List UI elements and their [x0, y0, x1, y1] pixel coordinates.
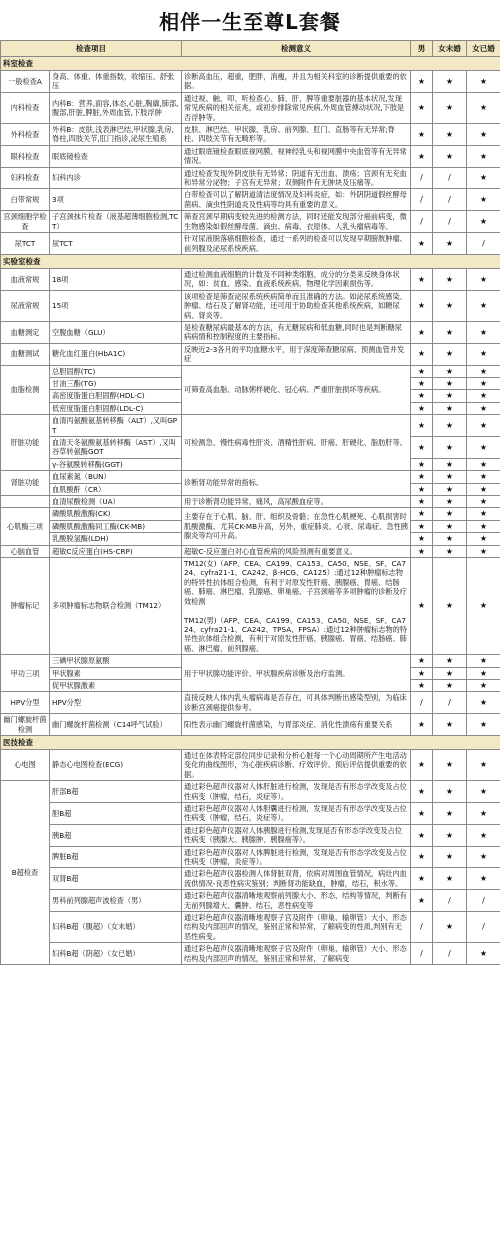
unmarried-mark: / — [433, 692, 467, 714]
meaning-cell: 白带检查可以了解阴道清洁度情况及妇科炎症，如：外阴阴道假丝酵母菌病、滴虫性阴道炎及性病等均具有重要的意义。 — [182, 189, 411, 211]
meaning-cell: 筛查宫颈早期病变较先进的检测方法，同时还能发现部分癌前病变，微生物感染如假丝酵母菌、滴虫、病毒、衣原体、人乳头瘤病毒等。 — [182, 211, 411, 233]
meaning-cell: 通过视、触、叩、听检查心、肺、肝、脾等重要脏器的基本状况,发现常见疾病的相关征兆，或初步排除常见疾病,外周血管搏动状况,下肢是否浮肿等。 — [182, 92, 411, 123]
male-mark: ★ — [411, 145, 433, 167]
item-cell: 促甲状腺激素 — [50, 679, 182, 691]
item-cell: 胰B超 — [50, 824, 182, 846]
category-cell: 尿液常规 — [1, 290, 50, 321]
item-cell: 糖化血红蛋白(HbA1C) — [50, 343, 182, 365]
category-cell: 心脑血管 — [1, 545, 50, 557]
male-mark: / — [411, 189, 433, 211]
item-cell: 磷酸肌酸激酶同工酶(CK-MB) — [50, 520, 182, 532]
meaning-cell: 通过检查发现外阴皮肤有无异常；阴道有无出血、溃疡；宫颈有无充血和异常分泌物；子宫有无异常；双侧附件有无肿块及压痛等。 — [182, 167, 411, 189]
male-mark: ★ — [411, 377, 433, 389]
category-cell: B超检查 — [1, 781, 50, 965]
table-row — [1, 268, 500, 290]
item-cell: 肝部B超 — [50, 781, 182, 803]
unmarried-mark: / — [433, 211, 467, 233]
item-cell: 低密度脂蛋白胆固醇(LDL-C) — [50, 402, 182, 414]
header-married: 女已婚 — [467, 41, 500, 57]
male-mark: ★ — [411, 781, 433, 803]
meaning-cell: 针对尿液脱落癌细胞检查，通过一系列的检查可以发现早期膀胱肿瘤、前列腺及泌尿系统疾病。 — [182, 233, 411, 255]
meaning-cell: 通过在体表特定部位同步记录和分析心脏每一个心动周期所产生电活动变化的曲线图形，为心脏疾病诊断、疗效评价、预后评估提供重要的依据。 — [182, 749, 411, 780]
male-mark: / — [411, 211, 433, 233]
item-cell: 静态心电图检查(ECG) — [50, 749, 182, 780]
item-cell: 妇科B超（腹超）（女未婚） — [50, 912, 182, 943]
item-cell: 高密度脂蛋白胆固醇(HDL-C) — [50, 390, 182, 402]
male-mark: ★ — [411, 667, 433, 679]
unmarried-mark: ★ — [433, 377, 467, 389]
married-mark: ★ — [467, 508, 500, 520]
male-mark: ★ — [411, 890, 433, 912]
unmarried-mark: ★ — [433, 912, 467, 943]
male-mark: ★ — [411, 321, 433, 343]
category-cell: 血液常规 — [1, 268, 50, 290]
item-cell: 脾脏B超 — [50, 846, 182, 868]
meaning-cell: 用于诊断肾功能异常，痛风，高尿酸血症等。 — [182, 496, 411, 508]
table-row — [1, 545, 500, 557]
male-mark: ★ — [411, 520, 433, 532]
married-mark: / — [467, 890, 500, 912]
married-mark: ★ — [467, 471, 500, 483]
category-cell: 心肌酶三项 — [1, 508, 50, 545]
married-mark: ★ — [467, 868, 500, 890]
table-row — [1, 868, 500, 890]
married-mark: ★ — [467, 483, 500, 495]
unmarried-mark: ★ — [433, 471, 467, 483]
male-mark: ★ — [411, 458, 433, 470]
item-cell: 双肾B超 — [50, 868, 182, 890]
unmarried-mark: ★ — [433, 290, 467, 321]
married-mark: ★ — [467, 824, 500, 846]
meaning-cell: 通过彩色超声仪器对人体肝脏进行检测，发现是否有形态学改变及占位性病变（肿瘤，结石，炎症等）。 — [182, 781, 411, 803]
married-mark: ★ — [467, 365, 500, 377]
married-mark: ★ — [467, 321, 500, 343]
item-cell: 空腹血糖（GLU） — [50, 321, 182, 343]
unmarried-mark: ★ — [433, 343, 467, 365]
table-row — [1, 124, 500, 146]
male-mark: ★ — [411, 824, 433, 846]
category-cell: 血脂检测 — [1, 365, 50, 415]
male-mark: ★ — [411, 803, 433, 825]
unmarried-mark: ★ — [433, 846, 467, 868]
item-cell: 血清尿酸检测（UA） — [50, 496, 182, 508]
table-row — [1, 233, 500, 255]
married-mark: ★ — [467, 124, 500, 146]
header-meaning: 检测意义 — [182, 41, 411, 57]
table-row — [1, 167, 500, 189]
male-mark: ★ — [411, 545, 433, 557]
item-cell: 超敏C反应蛋白(HS-CRP) — [50, 545, 182, 557]
table-header-row — [1, 41, 500, 57]
category-cell: 心电图 — [1, 749, 50, 780]
table-row — [1, 692, 500, 714]
married-mark: / — [467, 912, 500, 943]
married-mark: ★ — [467, 415, 500, 437]
section-header-row — [1, 735, 500, 749]
meaning-cell: 通过彩色超声仪器清晰地观察子宫及附件（卵巢、输卵管）大小、形态结构及内部回声的情况，鉴别正常和异常，了解病变 — [182, 943, 411, 965]
meaning-cell: 该项检查是筛查泌尿系统疾病简单而且准确的方法。如泌尿系统感染、肿瘤、结石及了解肾功能，还可用于协助检查其他系统疾病，如糖尿病、肾炎等。 — [182, 290, 411, 321]
table-row — [1, 846, 500, 868]
item-cell: 血尿素氮（BUN） — [50, 471, 182, 483]
married-mark: ★ — [467, 943, 500, 965]
item-cell: 妇科B超（阴超）（女已婚） — [50, 943, 182, 965]
male-mark: ★ — [411, 868, 433, 890]
married-mark: ★ — [467, 390, 500, 402]
male-mark: ★ — [411, 268, 433, 290]
male-mark: ★ — [411, 655, 433, 667]
table-row — [1, 496, 500, 508]
married-mark: ★ — [467, 189, 500, 211]
married-mark: ★ — [467, 343, 500, 365]
male-mark: ★ — [411, 483, 433, 495]
item-cell: 妇科内诊 — [50, 167, 182, 189]
table-row — [1, 71, 500, 93]
meaning-cell: 超敏C-反应蛋白对心血管疾病的风险预测有重要意义。 — [182, 545, 411, 557]
unmarried-mark: ★ — [433, 714, 467, 736]
table-row — [1, 912, 500, 943]
meaning-cell: 通过彩色超声仪器清晰地观察子宫及附件（卵巢、输卵管）大小、形态结构及内部回声的情况，鉴别正常和异常，了解病变的性质,判别有无恶性病变。 — [182, 912, 411, 943]
item-cell: 外科B：皮肤,浅表淋巴结,甲状腺,乳房,脊柱,四肢关节,肛门指诊,泌尿生殖系 — [50, 124, 182, 146]
category-cell: 甲功三项 — [1, 655, 50, 692]
item-cell: 幽门螺旋杆菌检测（C14呼气试验） — [50, 714, 182, 736]
item-cell: 尿TCT — [50, 233, 182, 255]
meaning-cell: 通过彩色超声仪器对人体脾脏进行检测，发现是否有形态学改变及占位性病变（肿瘤，炎症等）。 — [182, 846, 411, 868]
category-cell: 外科检查 — [1, 124, 50, 146]
male-mark: ★ — [411, 471, 433, 483]
unmarried-mark: ★ — [433, 483, 467, 495]
section-header-row — [1, 57, 500, 71]
section-title: 实验室检查 — [1, 254, 500, 268]
table-row — [1, 508, 500, 520]
item-cell: 甘油三酯(TG) — [50, 377, 182, 389]
unmarried-mark: ★ — [433, 520, 467, 532]
table-body — [1, 57, 500, 965]
unmarried-mark: ★ — [433, 496, 467, 508]
unmarried-mark: ★ — [433, 145, 467, 167]
unmarried-mark: / — [433, 890, 467, 912]
meaning-cell: 反映近2-3各月的平均血糖水平，用于深度筛查糖尿病、预测血管并发症 — [182, 343, 411, 365]
category-cell: HPV分型 — [1, 692, 50, 714]
married-mark: ★ — [467, 803, 500, 825]
item-cell: 总胆固醇(TC) — [50, 365, 182, 377]
unmarried-mark: ★ — [433, 92, 467, 123]
male-mark: ★ — [411, 124, 433, 146]
table-row — [1, 211, 500, 233]
checkup-table — [0, 40, 500, 965]
unmarried-mark: ★ — [433, 365, 467, 377]
unmarried-mark: ★ — [433, 268, 467, 290]
male-mark: ★ — [411, 508, 433, 520]
header-item: 检查项目 — [1, 41, 182, 57]
male-mark: / — [411, 912, 433, 943]
unmarried-mark: ★ — [433, 655, 467, 667]
married-mark: ★ — [467, 377, 500, 389]
married-mark: ★ — [467, 714, 500, 736]
married-mark: ★ — [467, 667, 500, 679]
item-cell: 多项肿瘤标志物联合检测（TM12） — [50, 558, 182, 655]
item-cell: 血清天冬氨酸氨基转移酶（AST）,又叫谷草转氨酶GOT — [50, 437, 182, 459]
category-cell: 眼科检查 — [1, 145, 50, 167]
married-mark: ★ — [467, 846, 500, 868]
unmarried-mark: ★ — [433, 749, 467, 780]
married-mark: ★ — [467, 692, 500, 714]
table-row — [1, 365, 500, 377]
item-cell: 内科B：营养,面容,体态,心脏,胸廓,肺部,腹部,肝脏,脾脏,外周血管,下肢浮肿 — [50, 92, 182, 123]
meaning-cell: 是检查糖尿病最基本的方法，有无糖尿病和低血糖,同时也是判断糖尿病病情和控制程度的主要指标。 — [182, 321, 411, 343]
item-cell: 3项 — [50, 189, 182, 211]
male-mark: ★ — [411, 749, 433, 780]
table-row — [1, 471, 500, 483]
male-mark: ★ — [411, 390, 433, 402]
married-mark: ★ — [467, 145, 500, 167]
item-cell: 15项 — [50, 290, 182, 321]
married-mark: ★ — [467, 781, 500, 803]
unmarried-mark: / — [433, 167, 467, 189]
meaning-cell: 可筛查高血脂、动脉粥样硬化、冠心病、严重肝脏损坏等疾病。 — [182, 365, 411, 415]
item-cell: 子宫颈抹片检查（液基超薄细胞检测,TCT） — [50, 211, 182, 233]
married-mark: ★ — [467, 533, 500, 545]
table-row — [1, 558, 500, 655]
meaning-cell: 通过彩色超声仪器检测人体肾脏双肾，依病对周围血管情况，病灶内血流供情况-良恶性病灾鉴别；判断肾功能缺血，肿瘤，结石，积水等。 — [182, 868, 411, 890]
table-row — [1, 321, 500, 343]
unmarried-mark: ★ — [433, 679, 467, 691]
category-cell: 尿TCT — [1, 233, 50, 255]
unmarried-mark: ★ — [433, 508, 467, 520]
section-title: 科室检查 — [1, 57, 500, 71]
male-mark: ★ — [411, 415, 433, 437]
section-header-row — [1, 254, 500, 268]
unmarried-mark: ★ — [433, 868, 467, 890]
item-cell: 身高、体重、体重指数，收缩压、舒张压 — [50, 71, 182, 93]
category-cell: 内科检查 — [1, 92, 50, 123]
table-row — [1, 824, 500, 846]
married-mark: ★ — [467, 558, 500, 655]
married-mark: ★ — [467, 268, 500, 290]
category-cell — [1, 496, 50, 508]
unmarried-mark: ★ — [433, 533, 467, 545]
male-mark: ★ — [411, 437, 433, 459]
meaning-cell: 诊断肾功能异常的指标。 — [182, 471, 411, 496]
item-cell: 眼底镜检查 — [50, 145, 182, 167]
male-mark: ★ — [411, 365, 433, 377]
male-mark: ★ — [411, 402, 433, 414]
unmarried-mark: ★ — [433, 415, 467, 437]
married-mark: ★ — [467, 71, 500, 93]
married-mark: ★ — [467, 458, 500, 470]
table-row — [1, 145, 500, 167]
table-row — [1, 343, 500, 365]
male-mark: ★ — [411, 233, 433, 255]
male-mark: ★ — [411, 679, 433, 691]
item-cell: 血肌酸酐（CR） — [50, 483, 182, 495]
meaning-cell: 皮肤、淋巴结、甲状腺、乳房、前列腺、肛门、直肠等有无异常;脊柱、四肢关节有无畸形等。 — [182, 124, 411, 146]
meaning-cell: 通过眼底镜检查眼底视网膜、视神经乳头和视网膜中央血管等有无异常情况。 — [182, 145, 411, 167]
item-cell: 甲状腺素 — [50, 667, 182, 679]
item-cell: 血清丙氨酸氨基转移酶（ALT）,又叫GPT — [50, 415, 182, 437]
meaning-cell: 通过检测血液细胞的计数及不同种类细胞、成分的分类来反映身体状况，如：贫血、感染、血液系统疾病、物理化学因素损伤等。 — [182, 268, 411, 290]
male-mark: / — [411, 943, 433, 965]
meaning-cell: 通过彩色超声仪器清晰地观察前列腺大小、形态、结构等情况，判断有无前列腺增大、囊肿、结石，恶性病变等 — [182, 890, 411, 912]
male-mark: / — [411, 167, 433, 189]
married-mark: ★ — [467, 749, 500, 780]
page-title: 相伴一生至尊L套餐 — [159, 9, 341, 34]
male-mark: ★ — [411, 92, 433, 123]
unmarried-mark: ★ — [433, 321, 467, 343]
meaning-cell: 用于甲状腺功能评价、甲状腺疾病诊断及治疗监测。 — [182, 655, 411, 692]
header-unmarried: 女未婚 — [433, 41, 467, 57]
unmarried-mark: / — [433, 943, 467, 965]
meaning-cell: TM12(女)（AFP、CEA、CA199、CA153、CA50、NSE、SF、CA724、cyfra21-1、CA242、β-HCG、CA125）:通过12种肿瘤标志物的特异性抗体组合检测，有利于对原发性肝癌、胰腺癌、胃癌、结肠癌、肺癌、淋巴瘤、乳腺癌、卵巢癌、子宫颈癌等多项肿瘤的诊断及疗效检测 TM12(男)（AFP、CEA、CA199、CA153、CA50、NSE、SF、CA724、cyfra21-1、CA242、TPSA、FPSA）:通过12种肿瘤标志物的特异性抗体组合检测，有利于对原发性肝癌、胰腺癌、胃癌、结肠癌、肺癌、淋巴瘤、前列腺癌、 — [182, 558, 411, 655]
item-cell: 胆B超 — [50, 803, 182, 825]
item-cell: 三碘甲状腺原氨酸 — [50, 655, 182, 667]
category-cell: 宫颈细胞学检查 — [1, 211, 50, 233]
table-row — [1, 781, 500, 803]
unmarried-mark: ★ — [433, 545, 467, 557]
item-cell: 乳酸脱氢酶(LDH) — [50, 533, 182, 545]
table-row — [1, 92, 500, 123]
married-mark: ★ — [467, 655, 500, 667]
male-mark: ★ — [411, 71, 433, 93]
unmarried-mark: ★ — [433, 71, 467, 93]
unmarried-mark: ★ — [433, 124, 467, 146]
category-cell: 肾脏功能 — [1, 471, 50, 496]
meaning-cell: 通过彩色超声仪器对人体胆囊进行检测，发现是否有形态学改变及占位性病变（肿瘤，结石，炎症等）。 — [182, 803, 411, 825]
item-cell: 男科前列腺超声波检查（男） — [50, 890, 182, 912]
category-cell: 肿瘤标记 — [1, 558, 50, 655]
item-cell: HPV分型 — [50, 692, 182, 714]
meaning-cell: 诊断高血压，超重，肥胖，消瘦，并且为相关科室的诊断提供重要的依据。 — [182, 71, 411, 93]
married-mark: ★ — [467, 496, 500, 508]
unmarried-mark: ★ — [433, 390, 467, 402]
meaning-cell: 阳性表示幽门螺旋杆菌感染，与胃部炎症、消化性溃疡有重要关系 — [182, 714, 411, 736]
item-cell: 磷酸肌酸激酶(CK) — [50, 508, 182, 520]
married-mark: ★ — [467, 211, 500, 233]
table-row — [1, 890, 500, 912]
unmarried-mark: ★ — [433, 458, 467, 470]
table-row — [1, 803, 500, 825]
meaning-cell: 主要存在于心肌、脑、肝、组织及骨骼；在急性心肌梗死、心肌损害时肌酸激酶、尤其CK-MB升高，另外，重症肺炎、心衰、尿毒症、急性胰腺炎等均可升高。 — [182, 508, 411, 545]
table-row — [1, 943, 500, 965]
category-cell: 一般检查A — [1, 71, 50, 93]
unmarried-mark: ★ — [433, 402, 467, 414]
item-cell: γ-谷氨酰转移酶(GGT) — [50, 458, 182, 470]
table-row — [1, 189, 500, 211]
married-mark: ★ — [467, 92, 500, 123]
male-mark: ★ — [411, 558, 433, 655]
table-row — [1, 415, 500, 437]
male-mark: ★ — [411, 714, 433, 736]
table-row — [1, 714, 500, 736]
unmarried-mark: / — [433, 189, 467, 211]
married-mark: ★ — [467, 545, 500, 557]
category-cell: 肝脏功能 — [1, 415, 50, 471]
unmarried-mark: ★ — [433, 824, 467, 846]
married-mark: ★ — [467, 437, 500, 459]
category-cell: 幽门螺旋杆菌检测 — [1, 714, 50, 736]
unmarried-mark: ★ — [433, 233, 467, 255]
item-cell: 18项 — [50, 268, 182, 290]
married-mark: ★ — [467, 520, 500, 532]
male-mark: ★ — [411, 533, 433, 545]
unmarried-mark: ★ — [433, 803, 467, 825]
category-cell: 血糖测定 — [1, 321, 50, 343]
table-row — [1, 290, 500, 321]
header-male: 男 — [411, 41, 433, 57]
married-mark: ★ — [467, 679, 500, 691]
meaning-cell: 直接反映人体内乳头瘤病毒是否存在，可具体判断出感染型别，为临床诊断宫颈癌提供参考。 — [182, 692, 411, 714]
section-title: 医技检查 — [1, 735, 500, 749]
unmarried-mark: ★ — [433, 558, 467, 655]
male-mark: ★ — [411, 846, 433, 868]
married-mark: ★ — [467, 167, 500, 189]
unmarried-mark: ★ — [433, 781, 467, 803]
unmarried-mark: ★ — [433, 437, 467, 459]
category-cell: 血糖测试 — [1, 343, 50, 365]
male-mark: ★ — [411, 290, 433, 321]
unmarried-mark: ★ — [433, 667, 467, 679]
married-mark: / — [467, 233, 500, 255]
meaning-cell: 可检测急、慢性病毒性肝炎、酒精性肝病、肝癌、肝硬化、脂肪肝等。 — [182, 415, 411, 471]
category-cell: 白带常规 — [1, 189, 50, 211]
male-mark: / — [411, 692, 433, 714]
table-row — [1, 749, 500, 780]
male-mark: ★ — [411, 496, 433, 508]
male-mark: ★ — [411, 343, 433, 365]
table-row — [1, 655, 500, 667]
married-mark: ★ — [467, 290, 500, 321]
category-cell: 妇科检查 — [1, 167, 50, 189]
married-mark: ★ — [467, 402, 500, 414]
meaning-cell: 通过彩色超声仪器对人体胰腺进行检测,发现是否有形态学改变及占位性病变（胰腺大、胰腺肿、胰腺癌等）。 — [182, 824, 411, 846]
